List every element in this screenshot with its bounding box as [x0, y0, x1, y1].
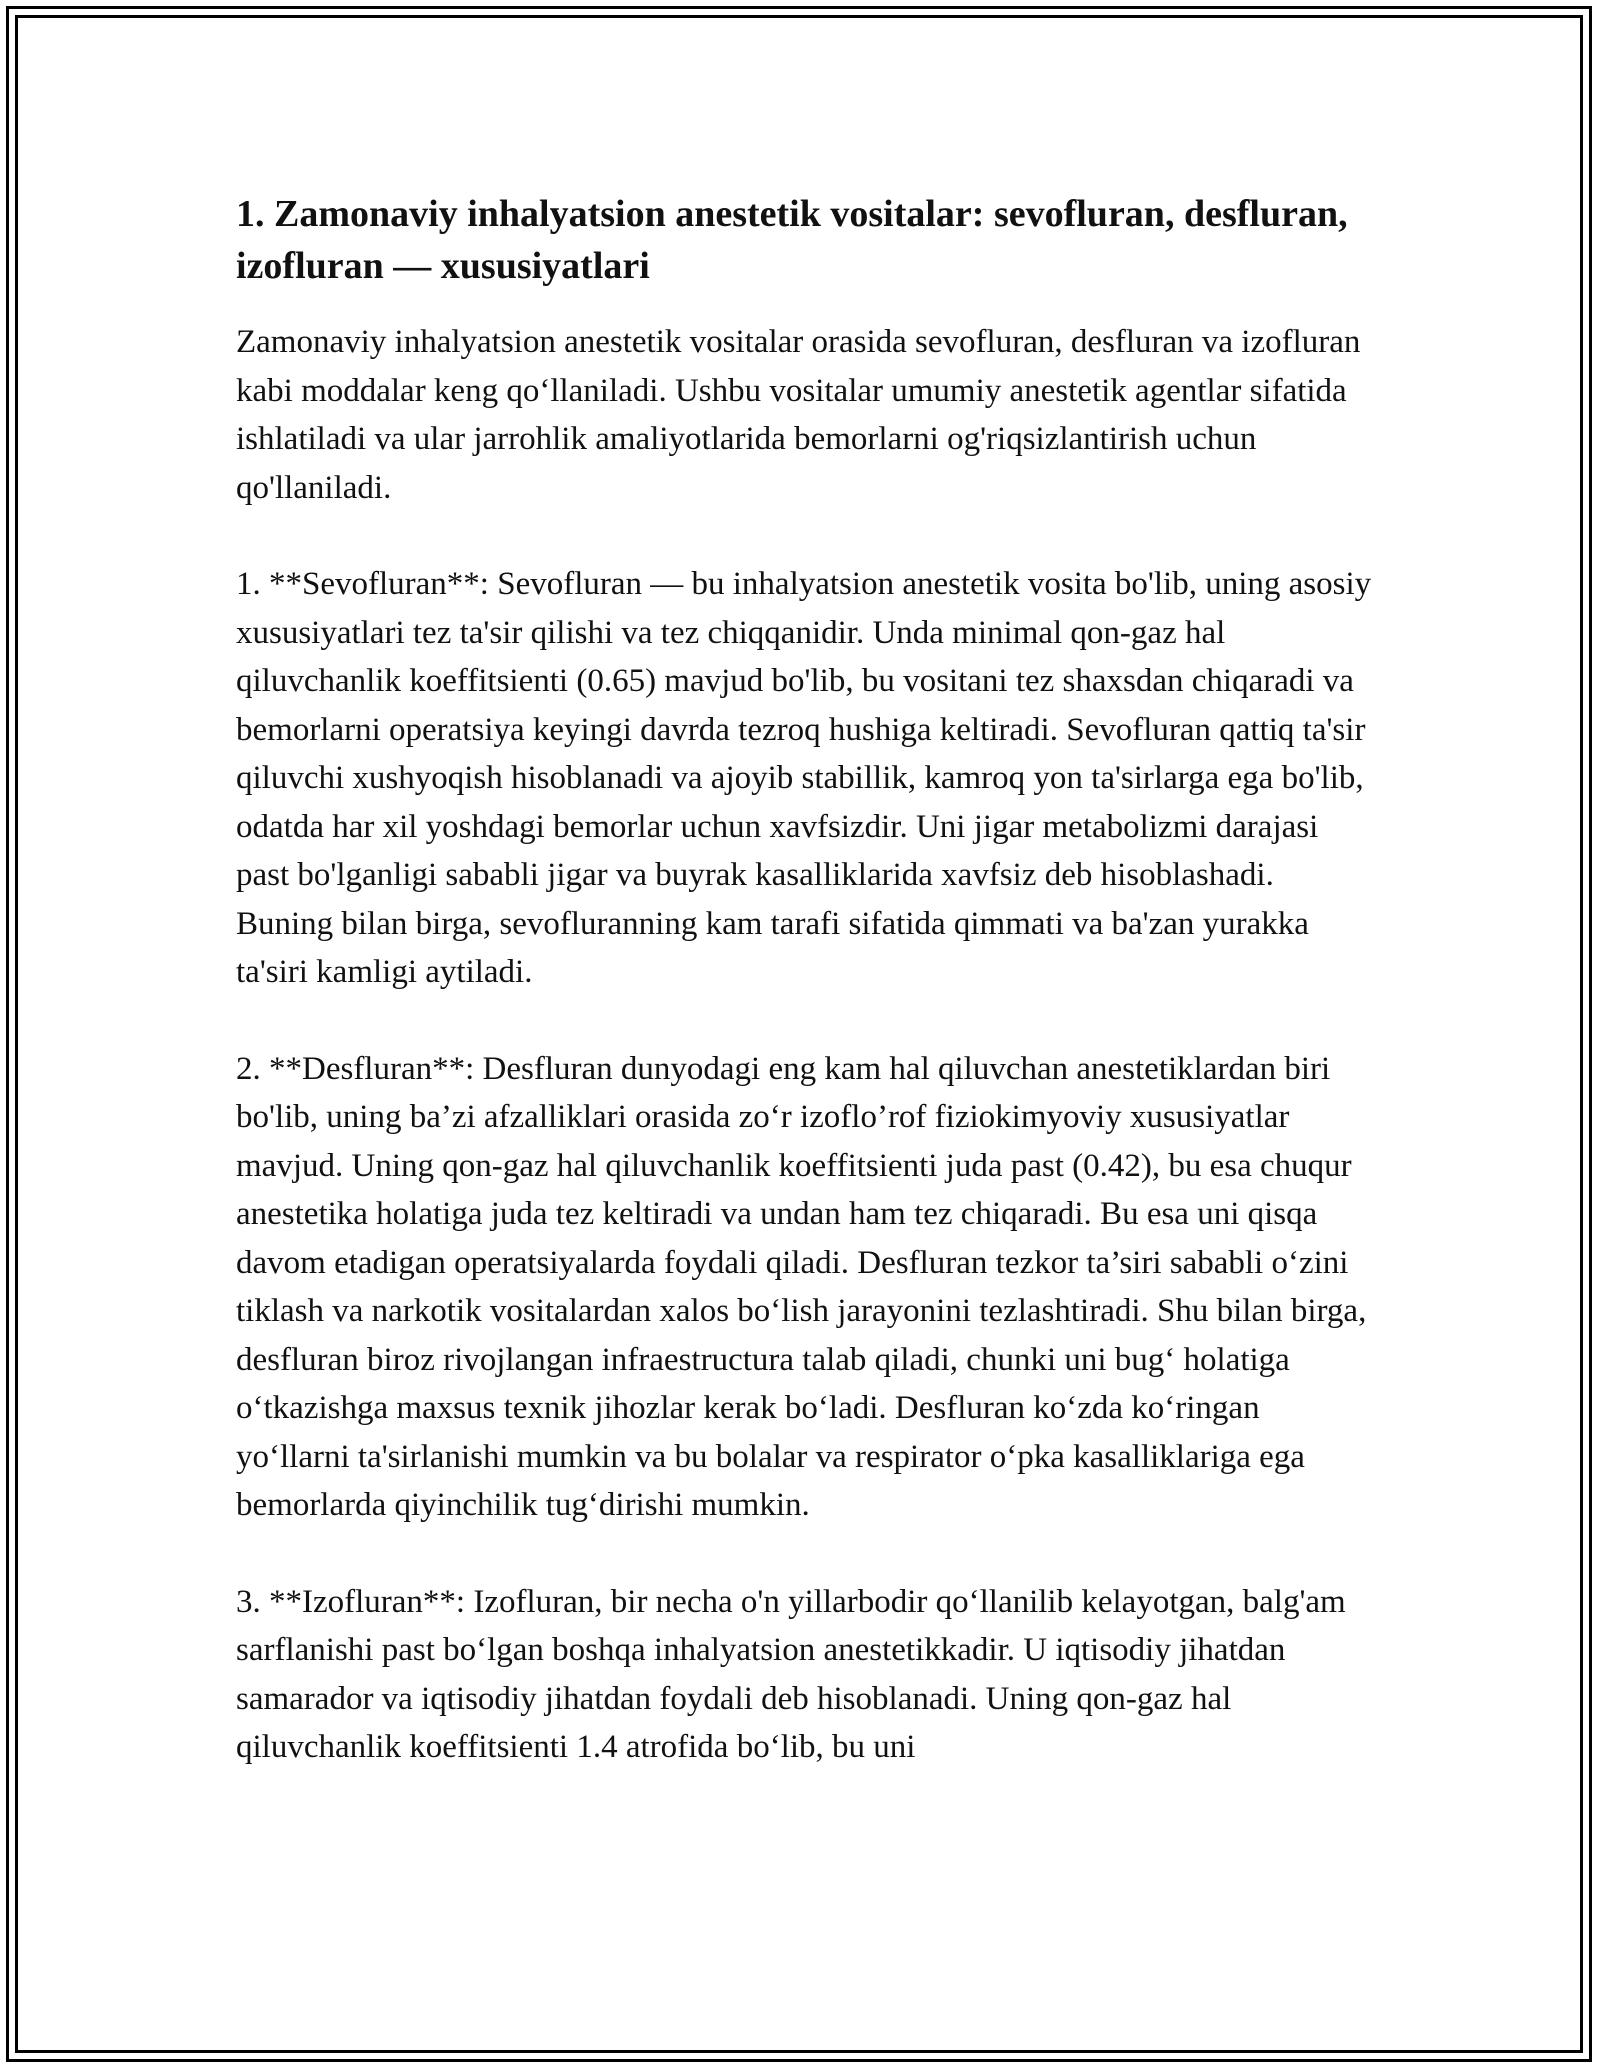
- sevofluran-paragraph: 1. **Sevofluran**: Sevofluran — bu inhalyatsion anestetik vosita bo'lib, uning asosiy xususiyatlari tez ta'sir qilishi va tez chiqqanidir. Unda minimal qon-gaz hal qiluvchanlik koeffitsienti (0.65) mavjud bo'lib, bu vositani tez shaxsdan chiqaradi va bemorlarni operatsiya keyingi davrda tezroq hushiga keltiradi. Sevofluran qattiq ta'sir qiluvchi xushyoqish hisoblanadi va ajoyib stabillik, kamroq yon ta'sirlarga ega bo'lib, odatda har xil yoshdagi bemorlar uchun xavfsizdir. Uni jigar metabolizmi darajasi past bo'lganligi sababli jigar va buyrak kasalliklarida xavfsiz deb hisoblashadi. Buning bilan birga, sevofluranning kam tarafi sifatida qimmati va ba'zan yurakka ta'siri kamligi aytiladi.: [236, 566, 1372, 990]
- izofluran-paragraph: 3. **Izofluran**: Izofluran, bir necha o'n yillarbodir qo‘llanilib kelayotgan, balg'am sarflanishi past bo‘lgan boshqa inhalyatsion anestetikkadir. U iqtisodiy jihatdan samarador va iqtisodiy jihatdan foydali deb hisoblanadi. Uning qon-gaz hal qiluvchanlik koeffitsienti 1.4 atrofida bo‘lib, bu uni: [236, 1583, 1346, 1765]
- intro-paragraph: Zamonaviy inhalyatsion anestetik vositalar orasida sevofluran, desfluran va izofluran kabi moddalar keng qo‘llaniladi. Ushbu vositalar umumiy anestetik agentlar sifatida ishlatiladi va ular jarrohlik amaliyotlarida bemorlarni og'riqsizlantirish uchun qo'llaniladi.: [236, 324, 1361, 506]
- document-body: [236, 188, 1376, 1820]
- section-heading: 1. Zamonaviy inhalyatsion anestetik vositalar: sevofluran, desfluran, izofluran — xususiyatlari: [236, 193, 1348, 287]
- desfluran-paragraph: 2. **Desfluran**: Desfluran dunyodagi eng kam hal qiluvchan anestetiklardan biri bo'lib, uning ba’zi afzalliklari orasida zo‘r izoflo’rof fiziokimyoviy xususiyatlar mavjud. Uning qon-gaz hal qiluvchanlik koeffitsienti juda past (0.42), bu esa chuqur anestetika holatiga juda tez keltiradi va undan ham tez chiqaradi. Bu esa uni qisqa davom etadigan operatsiyalarda foydali qiladi. Desfluran tezkor ta’siri sababli o‘zini tiklash va narkotik vositalardan xalos bo‘lish jarayonini tezlashtiradi. Shu bilan birga, desfluran biroz rivojlangan infraestructura talab qiladi, chunki uni bug‘ holatiga o‘tkazishga maxsus texnik jihozlar kerak bo‘ladi. Desfluran ko‘zda ko‘ringan yo‘llarni ta'sirlanishi mumkin va bu bolalar va respirator o‘pka kasalliklariga ega bemorlarda qiyinchilik tug‘dirishi mumkin.: [236, 1050, 1367, 1523]
